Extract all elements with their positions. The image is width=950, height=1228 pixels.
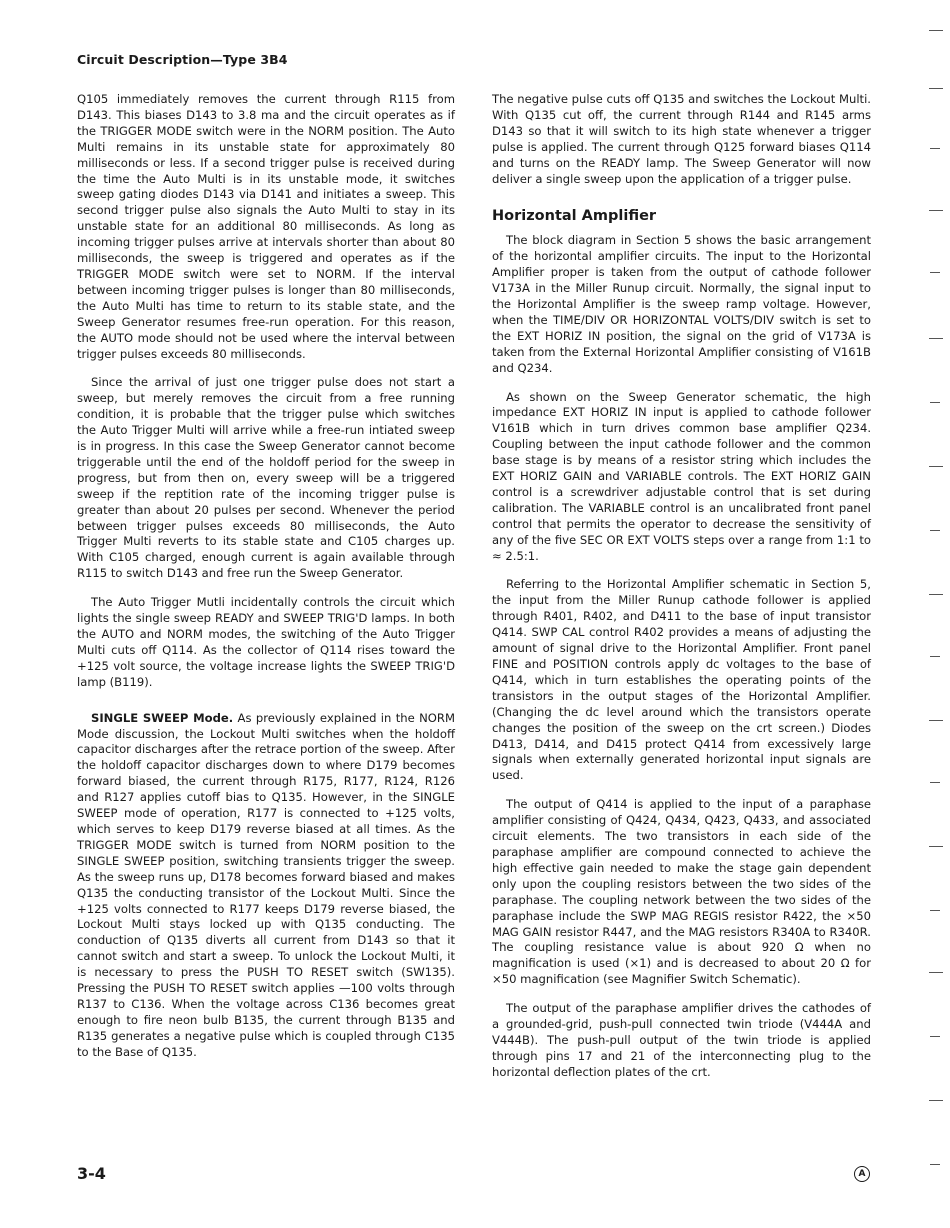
margin-tick <box>930 148 940 149</box>
single-sweep-paragraph <box>77 711 455 1061</box>
margin-tick <box>930 402 940 403</box>
paragraph: Since the arrival of just one trigger pulse does not start a sweep, but merely removes the circuit from a free running condition, it is probable that the trigger pulse which switches the Auto Trigger Multi will arrive while a free-run intiated sweep is in progress. In this case the Sweep Generator cannot become triggerable until the end of the holdoff period for the sweep in progress, but from then on, every sweep will be a triggered sweep if the reptition rate of the incoming trigger pulse is greater than about 20 pulses per second. Whenever the period between trigger pulses exceeds 80 milliseconds, the Auto Trigger Multi reverts to its stable state and C105 charges up. With C105 charged, enough current is again available through R115 to switch D143 and free run the Sweep Generator. <box>77 375 455 581</box>
run-in-heading: SINGLE SWEEP Mode. <box>91 710 234 725</box>
paragraph-text: As previously explained in the NORM Mode discussion, the Lockout Multi switches when the holdoff capacitor discharges after the retrace portion of the sweep. After the holdoff capacitor discharges down to where D179 becomes forward biased, the current through R175, R177, R124, R126 and R127 applies cutoff bias to Q135. However, in the SINGLE SWEEP mode of operation, R177 is connected to +125 volts, which serves to keep D179 reverse biased at all times. As the TRIGGER MODE switch is turned from NORM position to the SINGLE SWEEP position, switching transients trigger the sweep. As the sweep runs up, D178 becomes forward biased and makes Q135 the conducting transistor of the Lockout Multi. Since the +125 volts connected to R177 keeps D179 reverse biased, the Lockout Multi stays locked up with Q135 conducting. The conduction of Q135 diverts all current from D143 so that it cannot switch and start a sweep. To unlock the Lockout Multi, it is necessary to press the PUSH TO RESET switch (SW135). Pressing the PUSH TO RESET switch applies —100 volts through R137 to C136. When the voltage across C136 becomes great enough to fire neon bulb B135, the current through B135 and R135 generates a negative pulse which is coupled through C135 to the Base of Q135. <box>77 710 455 1059</box>
margin-tick <box>929 466 943 467</box>
margin-tick <box>930 782 940 783</box>
margin-tick <box>930 656 940 657</box>
margin-tick <box>930 1164 940 1165</box>
margin-tick <box>929 338 943 339</box>
page-number: 3-4 <box>77 1164 106 1183</box>
revision-mark: A <box>854 1166 870 1182</box>
paragraph: As shown on the Sweep Generator schematic, the high impedance EXT HORIZ IN input is applied to cathode follower V161B which in turn drives common base amplifier Q234. Coupling between the input cathode follower and the common base stage is by means of a resistor string which includes the EXT HORIZ GAIN and VARIABLE controls. The EXT HORIZ GAIN control is a screwdriver adjustable control that is set during calibration. The VARIABLE control is an uncalibrated front panel control that permits the operator to decrease the sensitivity of any of the five SEC OR EXT VOLTS steps over a range from 1:1 to ≈ 2.5:1. <box>492 389 871 563</box>
page-header: Circuit Description—Type 3B4 <box>77 52 288 67</box>
margin-tick <box>929 30 943 31</box>
margin-tick <box>930 1036 940 1037</box>
paragraph: Q105 immediately removes the current through R115 from D143. This biases D143 to 3.8 ma and the circuit operates as if the TRIGGER MODE switch were in the NORM position. The Auto Multi remains in its unstable state for approximately 80 milliseconds or less. If a second trigger pulse is received during the time the Auto Multi is in its unstable mode, it switches sweep gating diodes D143 via D141 and initiates a sweep. This second trigger pulse also signals the Auto Multi to stay in its unstable state for an additional 80 milliseconds. As long as incoming trigger pulses arrive at intervals shorter than about 80 milliseconds, the sweep is triggered and operates as if the TRIGGER MODE switch were set to NORM. If the interval between incoming trigger pulses is longer than 80 milliseconds, the Auto Multi has time to return to its stable state, and the Sweep Generator resumes free-run operation. For this reason, the AUTO mode should not be used where the interval between trigger pulses exceeds 80 milliseconds. <box>77 92 455 361</box>
paragraph: The Auto Trigger Mutli incidentally controls the circuit which lights the single sweep READY and SWEEP TRIG'D lamps. In both the AUTO and NORM modes, the switching of the Auto Trigger Multi cuts off Q114. As the collector of Q114 rises toward the +125 volt source, the voltage increase lights the SWEEP TRIG'D lamp (B119). <box>77 595 455 689</box>
left-column <box>77 92 455 1074</box>
paragraph: Referring to the Horizontal Amplifier schematic in Section 5, the input from the Miller Runup cathode follower is applied through R401, R402, and D411 to the base of input transistor Q414. SWP CAL control R402 provides a means of adjusting the amount of signal drive to the Horizontal Amplifier. Front panel FINE and POSITION controls apply dc voltages to the base of Q414, which in turn establishes the operating points of the transistors in the output stages of the Horizontal Amplifier. (Changing the dc level around which the transistors operate changes the position of the sweep on the crt screen.) Diodes D413, D414, and D415 protect Q414 from excessively large signals when externally generated horizontal input signals are used. <box>492 577 871 783</box>
margin-tick <box>930 272 940 273</box>
margin-tick <box>930 530 940 531</box>
margin-tick <box>929 1100 943 1101</box>
section-heading: Horizontal Amplifier <box>492 208 657 225</box>
margin-tick <box>929 210 943 211</box>
margin-tick <box>929 88 943 89</box>
paragraph: The output of the paraphase amplifier drives the cathodes of a grounded-grid, push-pull connected twin triode (V444A and V444B). The push-pull output of the twin triode is applied through pins 17 and 21 of the interconnecting plug to the horizontal deflection plates of the crt. <box>492 1001 871 1079</box>
margin-tick <box>930 910 940 911</box>
margin-tick <box>929 594 943 595</box>
paragraph: The negative pulse cuts off Q135 and switches the Lockout Multi. With Q135 cut off, the current through R144 and R145 arms D143 so that it will switch to its high state whenever a trigger pulse is applied. The current through Q125 forward biases Q114 and turns on the READY lamp. The Sweep Generator will now deliver a single sweep upon the application of a trigger pulse. <box>492 92 871 186</box>
margin-tick <box>929 972 943 973</box>
margin-tick <box>929 846 943 847</box>
margin-tick <box>929 720 943 721</box>
right-column <box>492 92 871 1094</box>
paragraph: The output of Q414 is applied to the input of a paraphase amplifier consisting of Q424, Q434, Q423, Q433, and associated circuit elements. The two transistors in each side of the paraphase amplifier are compound connected to achieve the high effective gain needed to make the stage gain dependent only upon the coupling resistors between the two sides of the paraphase. The coupling network between the two sides of the paraphase include the SWP MAG REGIS resistor R422, the ×50 MAG GAIN resistor R447, and the MAG resistors R340A to R340R. The coupling resistance value is about 920 Ω when no magnification is used (×1) and is decreased to about 20 Ω for ×50 magnification (see Magnifier Switch Schematic). <box>492 797 871 987</box>
paragraph: The block diagram in Section 5 shows the basic arrangement of the horizontal amplifier circuits. The input to the Horizontal Amplifier proper is taken from the output of cathode follower V173A in the Miller Runup circuit. Normally, the signal input to the Horizontal Amplifier is the sweep ramp voltage. However, when the TIME/DIV OR HORIZONTAL VOLTS/DIV switch is set to the EXT HORIZ IN position, the signal on the grid of V173A is taken from the External Horizontal Amplifier consisting of V161B and Q234. <box>492 233 871 375</box>
